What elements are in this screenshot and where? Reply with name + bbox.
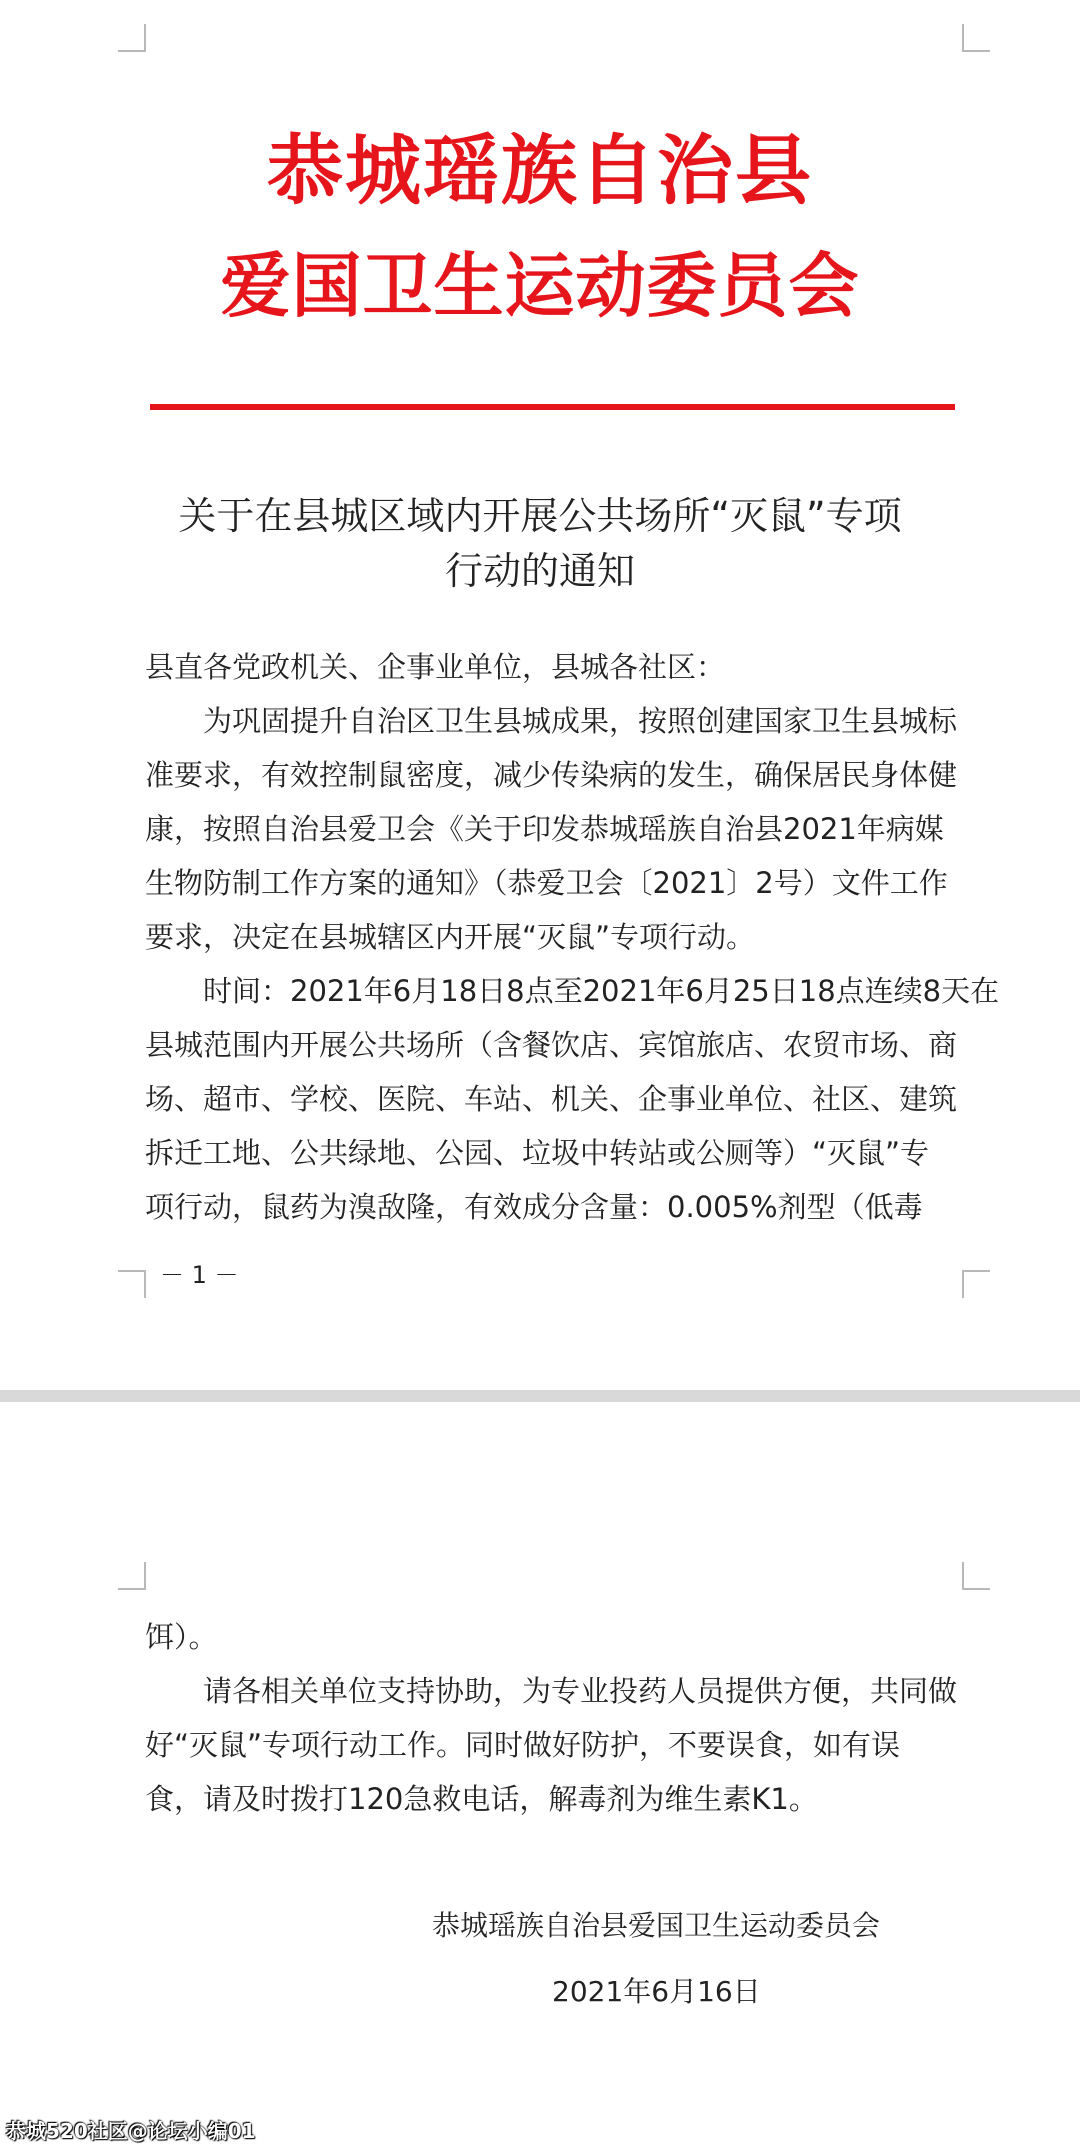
body-line: 好“灭鼠”专项行动工作。同时做好防护，不要误食，如有误 — [145, 1728, 901, 1762]
body-line: 场、超市、学校、医院、车站、机关、企事业单位、社区、建筑 — [145, 1082, 958, 1116]
crop-mark-top-left — [118, 24, 146, 52]
body-line: 请各相关单位支持协助，为专业投药人员提供方便，共同做 — [145, 1674, 958, 1708]
red-header-rule — [150, 404, 955, 410]
body-line: 时间：2021年6月18日8点至2021年6月25日18点连续8天在 — [145, 974, 1000, 1008]
body-paragraphs-page-2 — [145, 1610, 965, 1826]
body-line: 为巩固提升自治区卫生县城成果，按照创建国家卫生县城标 — [145, 704, 958, 738]
body-line: 拆迁工地、公共绿地、公园、垃圾中转站或公厕等）“灭鼠”专 — [145, 1136, 930, 1170]
issuer-header-line-1: 恭城瑶族自治县 — [267, 126, 813, 215]
crop-mark-bottom-right — [962, 1270, 990, 1298]
body-line: 项行动，鼠药为溴敌隆，有效成分含量：0.005%剂型（低毒 — [145, 1190, 923, 1224]
signature-date: 2021年6月16日 — [552, 1975, 761, 2008]
body-line: 县城范围内开展公共场所（含餐饮店、宾馆旅店、农贸市场、商 — [145, 1028, 958, 1062]
forum-watermark: 恭城520社区@论坛小编01 — [6, 2119, 256, 2143]
page-separator — [0, 1390, 1080, 1402]
body-line: 饵）。 — [145, 1620, 218, 1654]
crop-mark-bottom-left — [118, 1270, 146, 1298]
body-line: 康，按照自治县爱卫会《关于印发恭城瑶族自治县2021年病媒 — [145, 812, 944, 846]
body-line: 要求，决定在县城辖区内开展“灭鼠”专项行动。 — [145, 920, 756, 954]
body-line: 生物防制工作方案的通知》（恭爱卫会〔2021〕2号）文件工作 — [145, 866, 948, 900]
document-page-2 — [0, 1402, 1080, 2147]
page-number: － 1 － — [160, 1261, 239, 1289]
document-title-line-1: 关于在县城区域内开展公共场所“灭鼠”专项 — [178, 494, 902, 538]
crop-mark-top-right — [962, 24, 990, 52]
crop-mark-top-left — [118, 1562, 146, 1590]
crop-mark-top-right — [962, 1562, 990, 1590]
body-paragraphs-page-1 — [145, 640, 1000, 1234]
body-line: 食，请及时拨打120急救电话，解毒剂为维生素K1。 — [145, 1782, 818, 1816]
body-line: 准要求，有效控制鼠密度，减少传染病的发生，确保居民身体健 — [145, 758, 958, 792]
issuer-header-line-2: 爱国卫生运动委员会 — [220, 245, 860, 327]
document-title-line-2: 行动的通知 — [444, 549, 635, 593]
signature-organization: 恭城瑶族自治县爱国卫生运动委员会 — [432, 1909, 881, 1942]
body-line: 县直各党政机关、企事业单位，县城各社区： — [145, 650, 726, 684]
